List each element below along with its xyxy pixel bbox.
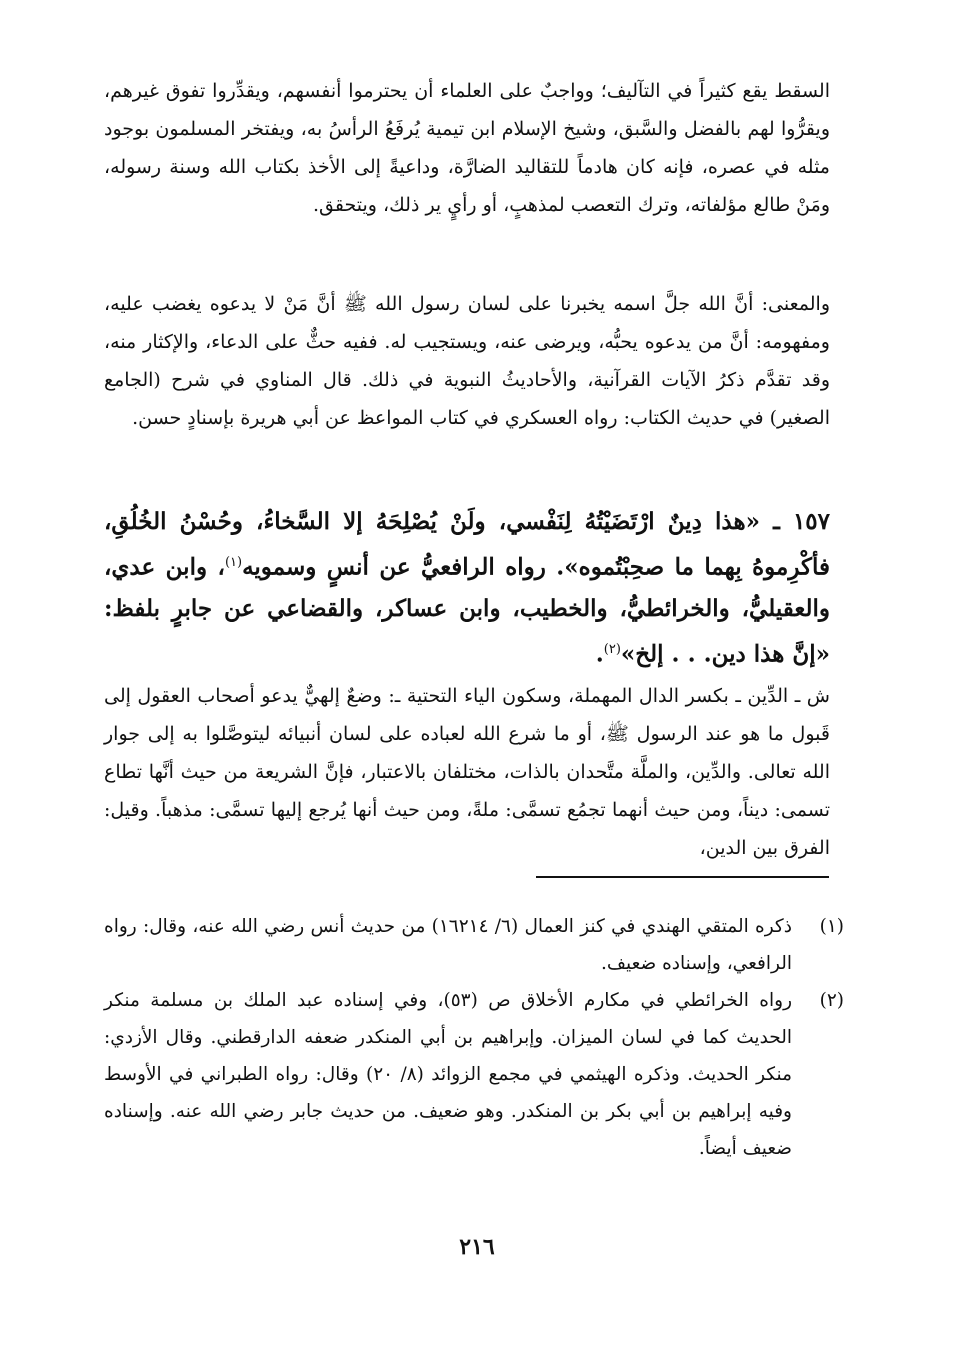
- footnote-marker-1: (١): [224, 555, 243, 570]
- hadith-narrators: ، وابن عدي، والعقيليُّ، والخرائطيُّ، والخطيب، وابن عساكر، والقضاعي عن جابرٍ بلفظ: «إنَّ هذا دين. . . إلخ»: [104, 553, 830, 668]
- paragraph-commentary: ش ـ الدِّين ـ بكسر الدال المهملة، وسكون الياء التحتية ـ: وضعٌ إلهيٌّ يدعو أصحاب العقول إلى قَبول ما هو عند الرسول ﷺ، أو ما شرع الله لعباده على لسان أنبيائه ليتوصَّلوا به إلى جوار الله تعالى. والدِّين، والملَّة متَّحدان بالذات، مختلفان بالاعتبار، فإنَّ الشريعة من حيث أنَّها تطاع تسمى: ديناً، ومن حيث أنهما تجمُع تسمَّى: ملةً، ومن حيث أنها يُرجع إليها تسمَّى: مذهباً. وقيل: الفرق بين الدين،: [104, 685, 830, 859]
- paragraph-continuation: السقط يقع كثيراً في التآليف؛ وواجبٌ على العلماء أن يحترموا أنفسهم، ويقدِّروا تفوق غيرهم، ويقرُّوا لهم بالفضل والسَّبق، وشيخ الإسلام ابن تيمية يُرفَعُ الرأسُ به، ويفتخر المسلمون بوجود مثله في عصره، فإنه كان هادماً للتقاليد الضارَّة، وداعيةً إلى الأخذ بكتاب الله وسنة رسوله، ومَنْ طالع مؤلفاته، وترك التعصب لمذهبٍ، أو رأيٍ ير ذلك، ويتحقق.: [104, 80, 830, 216]
- footnote-marker-2: (٢): [603, 641, 621, 657]
- footnote-1: [104, 908, 844, 982]
- footnote-text: ذكره المتقي الهندي في كنز العمال (٦/ ١٦٢١٤) من حديث أنس رضي الله عنه، وقال: رواه الرافعي، وإسناده ضعيف.: [104, 916, 792, 974]
- hadith-end: .: [595, 640, 604, 668]
- paragraph-meaning: والمعنى: أنَّ الله جلَّ اسمه يخبرنا على لسان رسول الله ﷺ أنَّ مَنْ لا يدعوه يغضب عليه، ومفهومه: أنَّ من يدعوه يحبُّه، ويرضى عنه، ويستجيب له. ففيه حثٌّ على الدعاء، والإكثار منه، وقد تقدَّم ذكرُ الآيات القرآنية، والأحاديثُ النبوية في ذلك. قال المناوي في شرح (الجامع الصغير) في حديث الكتاب: رواه العسكري في كتاب المواعظ عن أبي هريرة بإسنادٍ حسن.: [104, 293, 830, 429]
- footnote-number: (١): [819, 916, 844, 937]
- footnote-2: [104, 982, 844, 1167]
- hadith-157: [104, 501, 830, 674]
- hadith-text: ١٥٧ ـ «هذا دِينٌ ارْتَضَيْتُهُ لِنَفْسي، ولَنْ يُصْلِحَهُ إلا السَّخاءُ، وحُسْنُ الخُلُقِ، فأكْرِموهُ بِهما ما صحِبْتُموه». رواه الرافعيُّ عن أنسٍ وسمويه: [104, 508, 830, 581]
- footnote-text: رواه الخرائطي في مكارم الأخلاق ص (٥٣)، وفي إسناده عبد الملك بن مسلمة منكر الحديث كما في لسان الميزان. وإبراهيم بن أبي المنكدر ضعفه الدارقطني. وقال الأزدي: منكر الحديث. وذكره الهيثمي في مجمع الزوائد (٨/ ٢٠) وقال: رواه الطبراني في الأوسط وفيه إبراهيم بن أبي بكر بن المنكدر. وهو ضعيف. من حديث جابر رضي الله عنه. وإسناده ضعيف أيضاً.: [104, 990, 793, 1159]
- footnote-separator: [536, 876, 829, 878]
- page-number: ٢١٦: [459, 1234, 495, 1260]
- footnote-number: (٢): [819, 990, 844, 1011]
- footnotes: [104, 908, 844, 1167]
